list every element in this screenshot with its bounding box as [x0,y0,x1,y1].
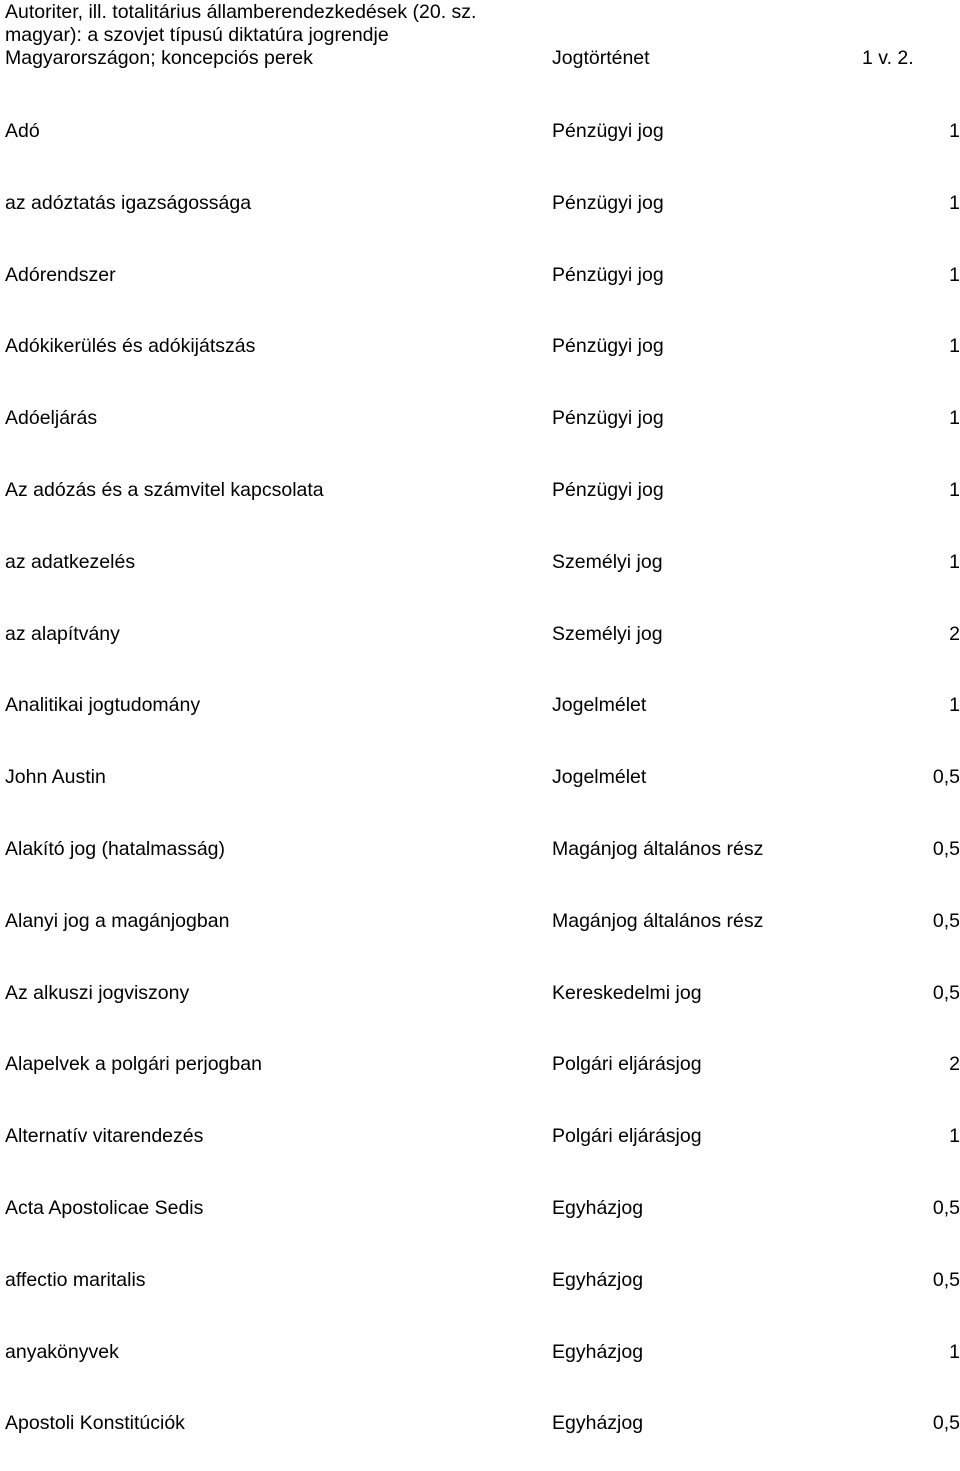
entry-row [0,394,960,466]
entry-category: Polgári eljárásjog [552,1053,702,1076]
entry-category: Magánjog általános rész [552,837,764,860]
entry-category: Egyházjog [552,1196,644,1219]
entry-value: 1 [949,191,960,214]
entry-row [0,1328,960,1400]
entry-category: Személyi jog [552,622,663,645]
entry-value: 0,5 [932,766,960,789]
entry-value: 1 [949,407,960,430]
entry-value: 1 [949,478,960,501]
entry-row [0,1256,960,1328]
entry-row [0,251,960,323]
entry-term: az adatkezelés [5,550,136,573]
entry-row [0,1399,960,1471]
entry-value: 1 [949,550,960,573]
entry-term: anyakönyvek [5,1340,119,1363]
entry-category: Pénzügyi jog [552,478,664,501]
entry-term: Autoriter, ill. totalitárius államberendezkedések (20. sz. magyar): a szovjet típusú diktatúra jogrendje Magyarországon; koncepciós perek [5,1,477,69]
entry-row [0,179,960,251]
entry-term: Adórendszer [5,263,116,286]
entry-value: 1 [949,1125,960,1148]
entry-category: Pénzügyi jog [552,120,664,142]
entry-term: John Austin [5,766,106,789]
entry-term: Apostoli Konstitúciók [5,1412,185,1435]
entry-row [0,322,960,394]
entry-row [0,610,960,682]
entry-value: 1 v. 2. [862,47,914,69]
entry-value: 1 [949,263,960,286]
entry-category: Egyházjog [552,1412,644,1435]
entry-row [0,825,960,897]
entry-list [0,107,960,1471]
entry-term: Adóeljárás [5,407,98,430]
entry-term: Alakító jog (hatalmasság) [5,837,226,860]
entry-term: Alternatív vitarendezés [5,1125,204,1148]
entry-term: Alapelvek a polgári perjogban [5,1053,262,1076]
entry-value: 0,5 [932,981,960,1004]
entry-term: az adóztatás igazságossága [5,191,252,214]
entry-value: 2 [949,622,960,645]
entry-value: 0,5 [932,1268,960,1291]
entry-value: 1 [949,694,960,717]
entry-category: Pénzügyi jog [552,407,664,430]
entry-category: Jogelmélet [552,766,647,789]
entry-term: Analitikai jogtudomány [5,694,201,717]
entry-row [0,538,960,610]
entry-term: Adókikerülés és adókijátszás [5,335,256,358]
entry-category: Jogtörténet [552,47,650,69]
entry-term: affectio maritalis [5,1268,146,1291]
entry-row [0,466,960,538]
entry-category: Pénzügyi jog [552,191,664,214]
entry-category: Pénzügyi jog [552,335,664,358]
entry-term: Adó [5,120,40,142]
entry-value: 0,5 [932,1412,960,1435]
entry-row [0,681,960,753]
entry-row [0,1112,960,1184]
entry-row [0,753,960,825]
entry-category: Magánjog általános rész [552,909,764,932]
entry-row [0,1040,960,1112]
entry-category: Egyházjog [552,1268,644,1291]
entry-value: 0,5 [932,837,960,860]
entry-term: Az adózás és a számvitel kapcsolata [5,478,324,501]
entry-value: 1 [949,335,960,358]
entry-row [0,897,960,969]
entry-value: 1 [949,1340,960,1363]
entry-category: Polgári eljárásjog [552,1125,702,1148]
entry-term: Az alkuszi jogviszony [5,981,190,1004]
entry-category: Pénzügyi jog [552,263,664,286]
entry-term: az alapítvány [5,622,120,645]
entry-value: 2 [949,1053,960,1076]
entry-category: Egyházjog [552,1340,644,1363]
entry-value: 0,5 [932,909,960,932]
entry-row [0,1184,960,1256]
entry-row [0,969,960,1041]
entry-category: Személyi jog [552,550,663,573]
entry-value: 1 [949,120,960,142]
entry-value: 0,5 [932,1196,960,1219]
entry-term: Acta Apostolicae Sedis [5,1196,204,1219]
entry-category: Kereskedelmi jog [552,981,702,1004]
entry-row [0,107,960,179]
entry-category: Jogelmélet [552,694,647,717]
entry-row [0,0,960,72]
entry-term: Alanyi jog a magánjogban [5,909,230,932]
